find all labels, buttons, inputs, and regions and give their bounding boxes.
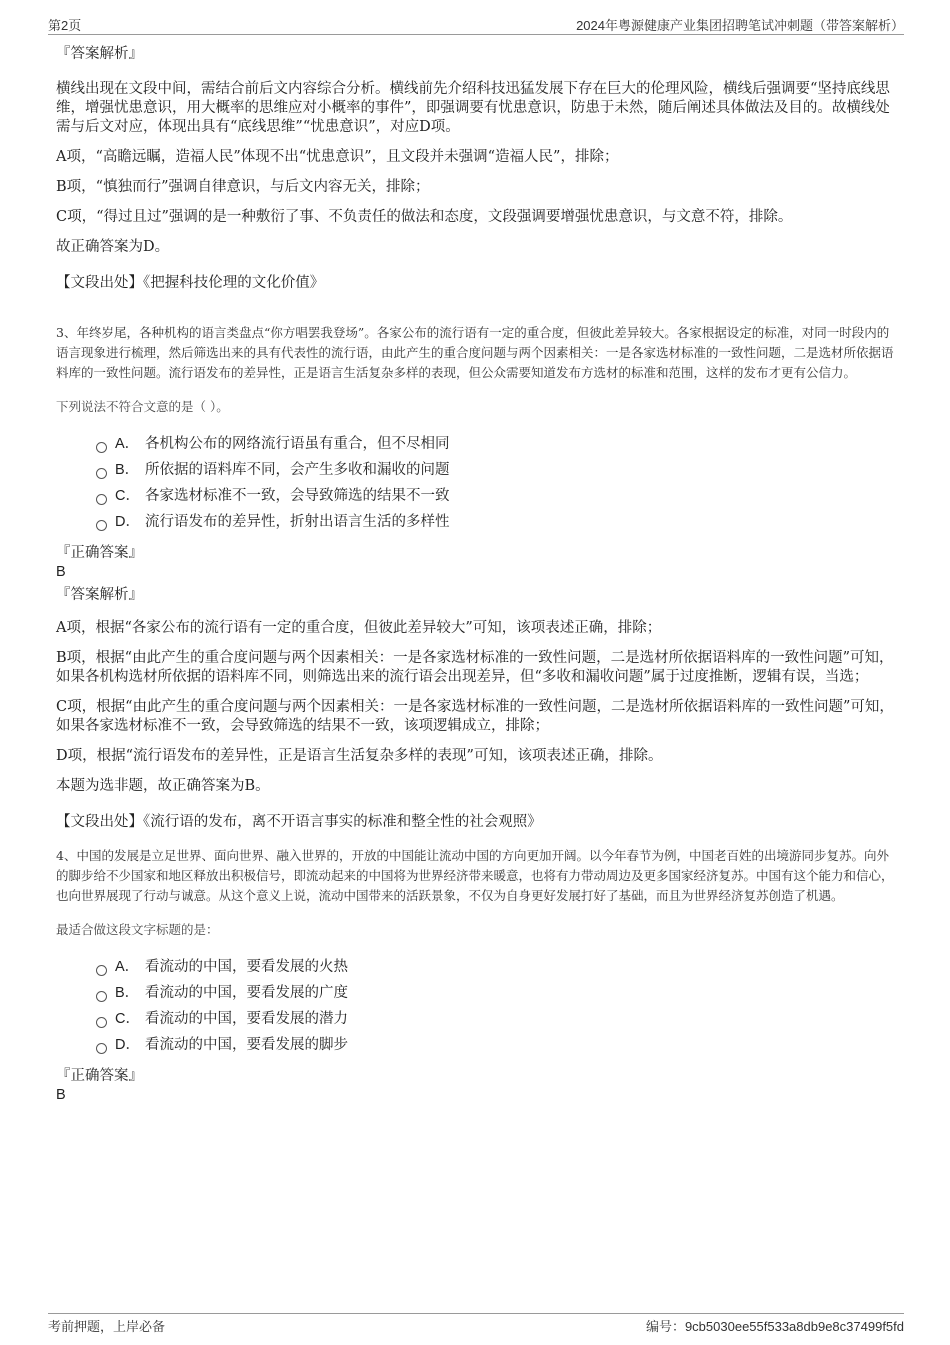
radio-icon[interactable]	[96, 965, 107, 976]
question-prompt: 下列说法不符合文意的是（ ）。	[56, 399, 229, 414]
analysis-label: 『答案解析』	[56, 587, 143, 603]
radio-icon[interactable]	[96, 494, 107, 505]
analysis-conclusion: 故正确答案为D。	[56, 239, 170, 255]
radio-icon[interactable]	[96, 1017, 107, 1028]
radio-icon[interactable]	[96, 468, 107, 479]
option-text: 看流动的中国，要看发展的广度	[145, 985, 348, 1001]
option-b[interactable]	[96, 457, 894, 483]
question-prompt: 最适合做这段文字标题的是：	[56, 922, 219, 937]
radio-icon[interactable]	[96, 442, 107, 453]
option-a[interactable]	[96, 954, 894, 980]
analysis-conclusion: 本题为选非题，故正确答案为B。	[56, 778, 270, 794]
option-letter: B．	[115, 985, 140, 1001]
footer-slogan: 考前押题，上岸必备	[48, 1320, 166, 1335]
radio-icon[interactable]	[96, 991, 107, 1002]
page-content	[56, 44, 894, 1108]
analysis-paragraph: 横线出现在文段中间，需结合前后文内容综合分析。横线前先介绍科技迅猛发展下存在巨大的伦理风险，横线后强调要“坚持底线思维，增强忧患意识，用大概率的思维应对小概率的事件”，即强调要有忧患意识，防患于未然，随后阐述具体做法及目的。故横线处需与后文对应，体现出具有“底线思维”“忧患意识”，对应D项。	[56, 81, 890, 135]
analysis-paragraph: B项，“慎独而行”强调自律意识，与后文内容无关，排除；	[56, 179, 430, 195]
option-letter: B．	[115, 462, 140, 478]
option-c[interactable]	[96, 483, 894, 509]
question-stem: 3、年终岁尾，各种机构的语言类盘点“你方唱罢我登场”。各家公布的流行语有一定的重合度，但彼此差异较大。各家根据设定的标准，对同一时段内的语言现象进行梳理，然后筛选出来的具有代表性的流行语，由此产生的重合度问题与两个因素相关：一是各家选材标准的一致性问题，二是选材所依据语料库的一致性问题。流行语发布的差异性，正是语言生活复杂多样的表现，但公众需要知道发布方选材的标准和范围，这样的发布才更有公信力。	[56, 325, 894, 380]
option-text: 看流动的中国，要看发展的火热	[145, 959, 348, 975]
option-text: 所依据的语料库不同，会产生多收和漏收的问题	[145, 462, 450, 478]
page-header	[48, 14, 904, 35]
option-text: 各机构公布的网络流行语虽有重合，但不尽相同	[145, 436, 450, 452]
analysis-paragraph: D项，根据“流行语发布的差异性，正是语言生活复杂多样的表现”可知，该项表述正确，排除。	[56, 748, 663, 764]
page-number: 第2页	[48, 18, 82, 33]
document-code: 编号：9cb5030ee55f533a8db9e8c37499f5fd	[645, 1319, 904, 1334]
option-d[interactable]	[96, 1032, 894, 1058]
option-letter: D．	[115, 1037, 140, 1053]
option-letter: A．	[115, 436, 140, 452]
analysis-paragraph: A项，“高瞻远瞩，造福人民”体现不出“忧患意识”，且文段并未强调“造福人民”，排除；	[56, 149, 619, 165]
option-letter: C．	[115, 488, 140, 504]
analysis-paragraph: C项，“得过且过”强调的是一种敷衍了事、不负责任的做法和态度，文段强调要增强忧患意识，与文意不符，排除。	[56, 209, 793, 225]
option-text: 各家选材标准不一致，会导致筛选的结果不一致	[145, 488, 450, 504]
passage-source: 【文段出处】《把握科技伦理的文化价值》	[56, 275, 325, 291]
analysis-paragraph: A项，根据“各家公布的流行语有一定的重合度，但彼此差异较大”可知，该项表述正确，排除；	[56, 620, 662, 636]
correct-answer-label: 『正确答案』	[56, 545, 143, 561]
analysis-paragraph: C项，根据“由此产生的重合度问题与两个因素相关：一是各家选材标准的一致性问题，二是选材所依据语料库的一致性问题”可知，如果各家选材标准不一致，会导致筛选的结果不一致，该项逻辑成立，排除；	[56, 699, 894, 734]
option-list	[96, 431, 894, 535]
option-text: 看流动的中国，要看发展的潜力	[145, 1011, 348, 1027]
option-letter: A．	[115, 959, 140, 975]
option-b[interactable]	[96, 980, 894, 1006]
option-letter: C．	[115, 1011, 140, 1027]
correct-answer: B	[56, 1087, 66, 1103]
correct-answer: B	[56, 564, 66, 580]
option-list	[96, 954, 894, 1058]
option-c[interactable]	[96, 1006, 894, 1032]
option-text: 看流动的中国，要看发展的脚步	[145, 1037, 348, 1053]
option-d[interactable]	[96, 509, 894, 535]
radio-icon[interactable]	[96, 1043, 107, 1054]
analysis-paragraph: B项，根据“由此产生的重合度问题与两个因素相关：一是各家选材标准的一致性问题，二是选材所依据语料库的一致性问题”可知，如果各机构选材所依据的语料库不同，则筛选出来的流行语会出现差异，但“多收和漏收问题”属于过度推断，逻辑有误，当选；	[56, 650, 894, 685]
passage-source: 【文段出处】《流行语的发布，离不开语言事实的标准和整全性的社会观照》	[56, 814, 542, 830]
option-text: 流行语发布的差异性，折射出语言生活的多样性	[145, 514, 450, 530]
page-footer	[48, 1313, 904, 1334]
question-stem: 4、中国的发展是立足世界、面向世界、融入世界的，开放的中国能让流动中国的方向更加开阔。以今年春节为例，中国老百姓的出境游同步复苏。向外的脚步给不少国家和地区释放出积极信号，即流动起来的中国将为世界经济带来暖意，也将有力带动周边及更多国家经济复苏。中国有这个能力和信心，也向世界展现了行动与诚意。从这个意义上说，流动中国带来的活跃景象，不仅为自身更好发展打好了基础，而且为世界经济复苏创造了机遇。	[56, 848, 894, 903]
radio-icon[interactable]	[96, 520, 107, 531]
document-title: 2024年粤源健康产业集团招聘笔试冲刺题（带答案解析）	[576, 18, 904, 33]
correct-answer-label: 『正确答案』	[56, 1068, 143, 1084]
option-letter: D．	[115, 514, 140, 530]
analysis-label: 『答案解析』	[56, 46, 143, 62]
option-a[interactable]	[96, 431, 894, 457]
